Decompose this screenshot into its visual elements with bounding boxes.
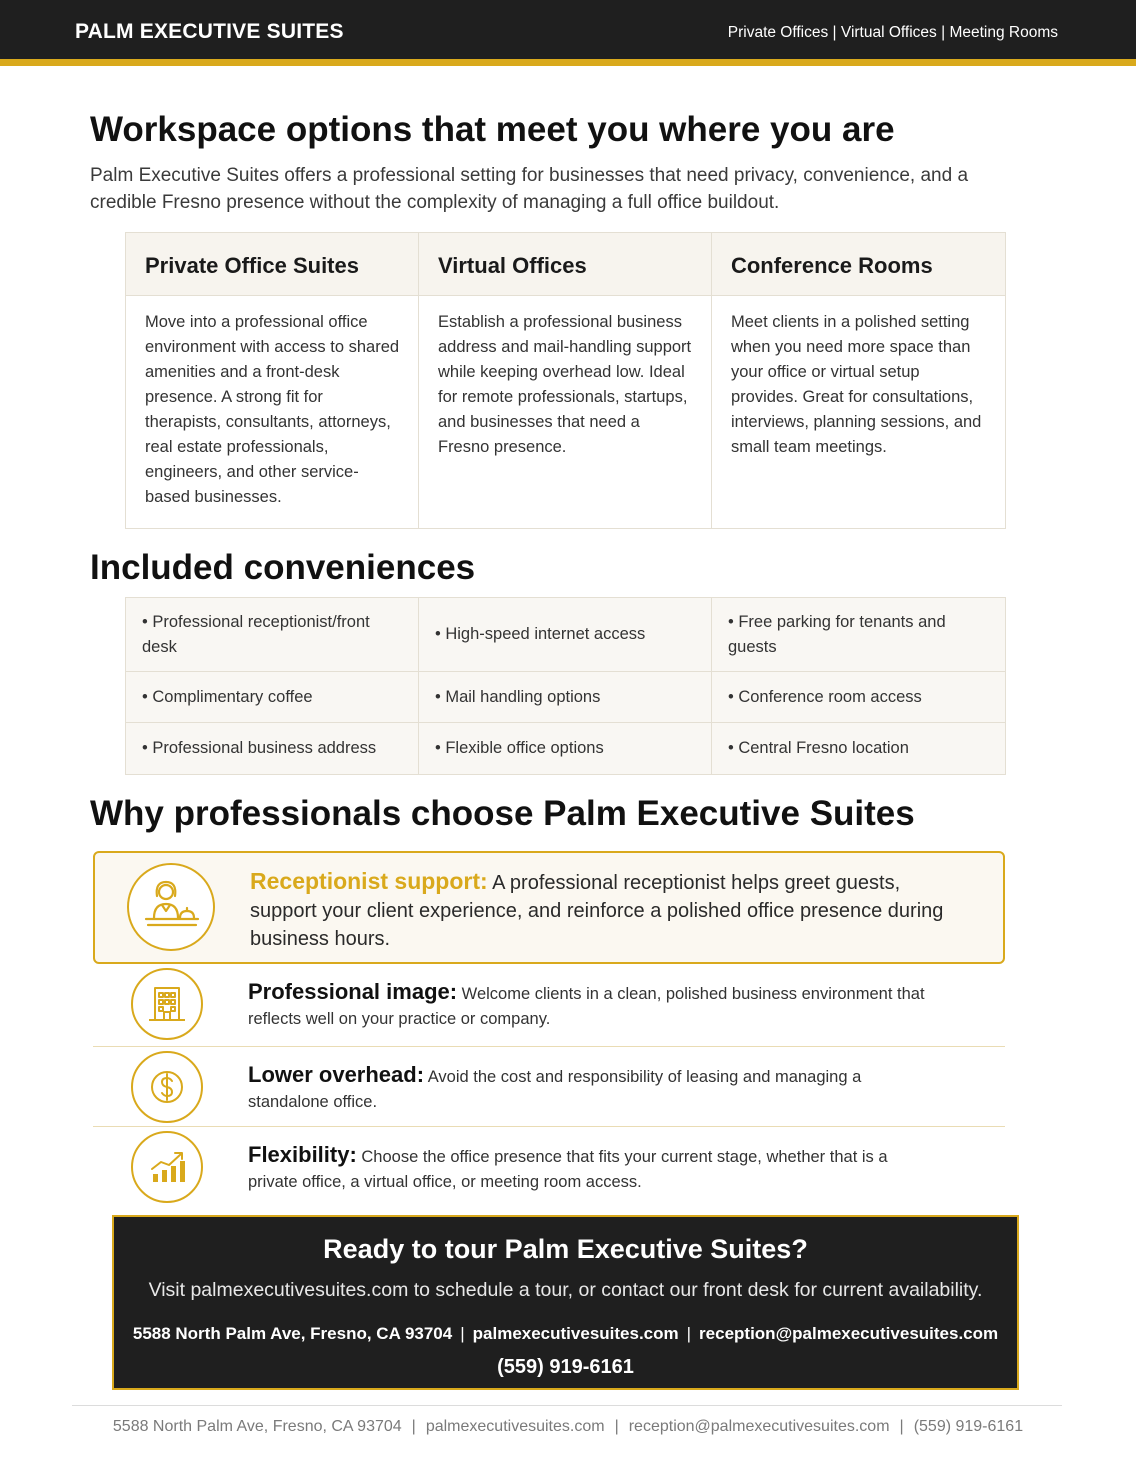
footer-divider <box>72 1405 1062 1406</box>
feature-title: Lower overhead: <box>248 1062 425 1087</box>
page-title: Workspace options that meet you where you are <box>90 110 895 149</box>
separator: | <box>686 1324 692 1343</box>
brand-name: PALM EXECUTIVE SUITES <box>75 20 344 43</box>
footer-email-link[interactable]: reception@palmexecutivesuites.com <box>628 1418 890 1435</box>
footer-phone-link[interactable]: (559) 919-6161 <box>913 1418 1024 1435</box>
tour-cta-box <box>112 1215 1019 1390</box>
service-description: Meet clients in a polished setting when you need more space than your office or virtual setup provides. Great for consultations, interviews, planning sessions, and small team meetings. <box>730 313 982 456</box>
conveniences-heading: Included conveniences <box>90 548 476 587</box>
feature-professional-image <box>93 964 1005 1047</box>
feature-description: Avoid the cost and responsibility of leasing and managing a standalone office. <box>248 1068 862 1111</box>
feature-lower-overhead <box>93 1047 1005 1127</box>
service-title: Conference Rooms <box>712 233 1005 296</box>
dollar-icon <box>131 1051 203 1123</box>
feature-title: Receptionist support: <box>250 868 488 894</box>
service-title: Virtual Offices <box>419 233 711 296</box>
convenience-item: • Complimentary coffee <box>126 672 419 722</box>
conveniences-row <box>126 672 1005 723</box>
footer <box>0 1418 1136 1436</box>
convenience-item: • Mail handling options <box>419 672 712 722</box>
feature-text <box>248 1062 928 1115</box>
footer-address: 5588 North Palm Ave, Fresno, CA 93704 <box>112 1418 402 1435</box>
separator: | <box>614 1418 619 1435</box>
building-icon <box>131 968 203 1040</box>
separator: | <box>899 1418 904 1435</box>
service-title: Private Office Suites <box>126 233 418 296</box>
feature-description: A professional receptionist helps greet guests, support your client experience, and reinforce a polished office presence during business hours. <box>250 872 944 950</box>
feature-description: Choose the office presence that fits your current stage, whether that is a private office, a virtual office, or meeting room access. <box>248 1148 888 1191</box>
feature-description: Welcome clients in a clean, polished business environment that reflects well on your practice or company. <box>248 985 925 1028</box>
convenience-item: • High-speed internet access <box>419 598 712 671</box>
feature-text <box>248 1142 928 1195</box>
feature-title: Professional image: <box>248 979 458 1004</box>
service-conference-rooms <box>712 233 1005 528</box>
feature-text <box>250 867 950 953</box>
top-bar <box>0 0 1136 66</box>
conveniences-grid <box>125 597 1006 775</box>
convenience-item: • Free parking for tenants and guests <box>727 612 946 656</box>
service-private-office <box>126 233 419 528</box>
cta-contact-line <box>114 1324 1017 1344</box>
top-nav: Private Offices | Virtual Offices | Meeting Rooms <box>727 24 1058 41</box>
feature-title: Flexibility: <box>248 1142 357 1167</box>
growth-chart-icon <box>131 1131 203 1203</box>
footer-website-link[interactable]: palmexecutivesuites.com <box>425 1418 605 1435</box>
convenience-item: • Central Fresno location <box>727 739 909 757</box>
convenience-item: • Professional receptionist/front desk <box>126 598 419 671</box>
cta-title: Ready to tour Palm Executive Suites? <box>323 1234 808 1264</box>
convenience-item: • Flexible office options <box>419 723 712 774</box>
conveniences-row <box>126 598 1005 672</box>
why-heading: Why professionals choose Palm Executive Suites <box>90 794 915 833</box>
cta-email-link[interactable]: reception@palmexecutivesuites.com <box>699 1324 999 1343</box>
cta-address: 5588 North Palm Ave, Fresno, CA 93704 <box>132 1324 453 1343</box>
intro-paragraph: Palm Executive Suites offers a professional setting for businesses that need privacy, convenience, and a credible Fresno presence without the complexity of managing a full office buildout. <box>90 165 969 213</box>
cta-phone-link[interactable]: (559) 919-6161 <box>497 1356 634 1378</box>
services-table <box>125 232 1006 529</box>
conveniences-row <box>126 723 1005 774</box>
service-description: Move into a professional office environment with access to shared amenities and a front-desk presence. A strong fit for therapists, consultants, attorneys, real estate professionals, engineers, and other service-based businesses. <box>145 313 400 506</box>
feature-flexibility <box>93 1127 1005 1207</box>
feature-receptionist <box>93 851 1005 964</box>
separator: | <box>411 1418 416 1435</box>
cta-website-link[interactable]: palmexecutivesuites.com <box>472 1324 679 1343</box>
service-description: Establish a professional business address and mail-handling support while keeping overhead low. Ideal for remote professionals, startups, and businesses that need a Fresno presence. <box>437 313 692 456</box>
convenience-item: • Conference room access <box>727 687 922 706</box>
receptionist-icon <box>127 863 215 951</box>
feature-text <box>248 979 928 1032</box>
cta-text: Visit palmexecutivesuites.com to schedule a tour, or contact our front desk for current availability. <box>148 1279 983 1301</box>
service-virtual-office <box>419 233 712 528</box>
separator: | <box>460 1324 465 1343</box>
convenience-item: • Professional business address <box>126 723 419 774</box>
